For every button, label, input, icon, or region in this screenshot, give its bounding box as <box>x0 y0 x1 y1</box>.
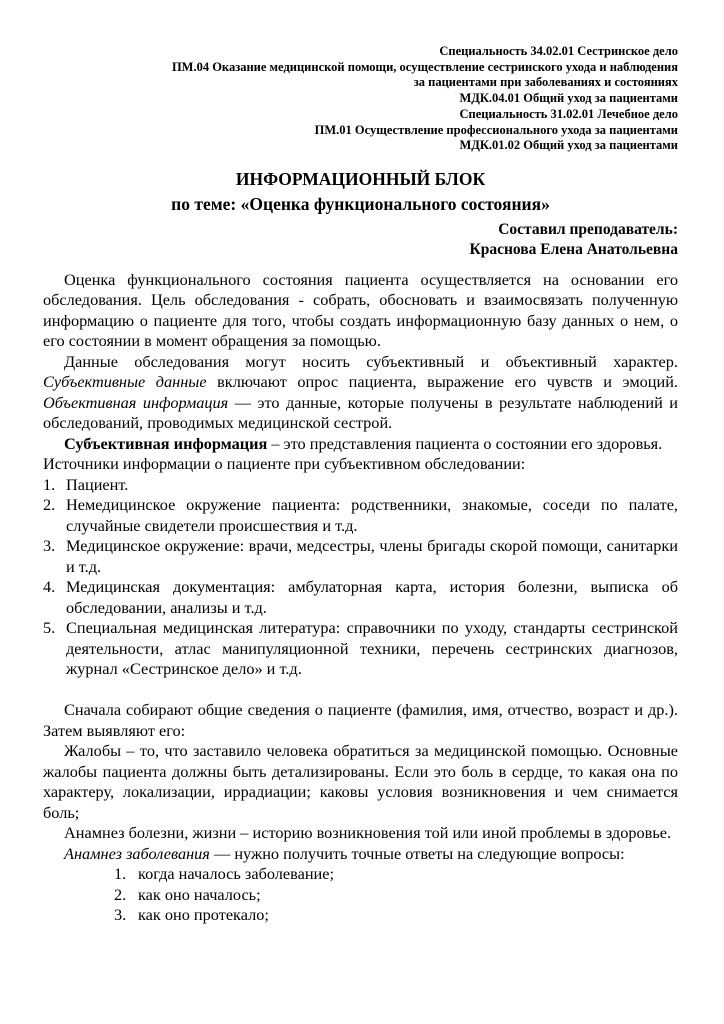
text-segment: Данные обследования могут носить субъективный и объективный характер. <box>64 351 678 371</box>
paragraph-assessment-intro: Оценка функционального состояния пациента осуществляется на основании его обследования. Цель обследования - собрать, обосновать и взаимосвязать полученную информацию о пациенте для того, чтобы создать информационную базу данных о нем, о его состоянии в момент обращения за помощью. <box>43 269 678 351</box>
document-body <box>43 270 678 926</box>
question-item-when-started: когда началось заболевание; <box>138 864 335 884</box>
header-line-specialty-31: Специальность 31.02.01 Лечебное дело <box>459 106 678 121</box>
paragraph-disease-anamnesis <box>43 844 678 865</box>
header-line-specialty-34: Специальность 34.02.01 Сестринское дело <box>439 44 678 58</box>
text-segment: — это данные, которые получены в результате наблюдений и обследований, проводимых медицинской сестрой. <box>43 392 678 433</box>
paragraph-anamnesis: Анамнез болезни, жизни – историю возникновения той или иной проблемы в здоровье. <box>64 823 672 843</box>
question-item-how-started: как оно началось; <box>138 884 261 904</box>
title-line-1: ИНФОРМАЦИОННЫЙ БЛОК <box>235 168 486 189</box>
list-item-medical-records: Медицинская документация: амбулаторная карта, история болезни, выписка об обследовании, анализы и т.д. <box>66 577 678 617</box>
anamnesis-questions-list <box>43 864 678 926</box>
author-label: Составил преподаватель: <box>498 220 678 238</box>
header-line-pm04-cont: за пациентами при заболеваниях и состояниях <box>413 75 678 90</box>
list-item-special-literature: Специальная медицинская литература: справочники по уходу, стандарты сестринской деятельности, атлас манипуляционной техники, перечень сестринских диагнозов, журнал «Сестринское дело» и т.д. <box>66 618 678 679</box>
header-line-mdk0102: МДК.01.02 Общий уход за пациентами <box>459 138 678 153</box>
question-item-how-progressed: как оно протекало; <box>138 905 269 925</box>
author-name: Краснова Елена Анатольевна <box>469 240 678 258</box>
document-title <box>43 167 678 217</box>
paragraph-complaints: Жалобы – то, что заставило человека обратиться за медицинской помощью. Основные жалобы пациента должны быть детализированы. Если это боль в сердце, то какая она по характеру, локализации, иррадиации; каковы условия возникновения и чем снимается боль; <box>43 741 678 822</box>
header-line-mdk0401: МДК.04.01 Общий уход за пациентами <box>459 91 678 106</box>
paragraph-subjective-definition <box>43 434 678 455</box>
paragraph-data-types <box>43 352 678 434</box>
text-segment: — нужно получить точные ответы на следующие вопросы: <box>209 843 625 863</box>
term-subjective-data: Субъективные данные <box>43 372 207 392</box>
sources-list <box>43 475 678 680</box>
text-segment: включают опрос пациента, выражение его чувств и эмоций. <box>206 372 678 392</box>
paragraph-general-info: Сначала собирают общие сведения о пациенте (фамилия, имя, отчество, возраст и др.). Затем выявляют его: <box>43 700 678 740</box>
list-item-medical-circle: Медицинское окружение: врачи, медсестры, члены бригады скорой помощи, санитарки и т.д. <box>66 536 678 576</box>
author-block <box>43 220 678 260</box>
text-segment: – это представления пациента о состоянии его здоровья. <box>267 433 663 453</box>
list-item-patient: Пациент. <box>66 474 129 494</box>
term-subjective-info: Субъективная информация <box>64 433 268 453</box>
document-header <box>43 44 678 154</box>
header-line-pm04: ПМ.04 Оказание медицинской помощи, осуществление сестринского ухода и наблюдения <box>171 59 678 74</box>
header-line-pm01: ПМ.01 Осуществление профессионального ухода за пациентами <box>314 122 678 137</box>
list-item-nonmedical-circle: Немедицинское окружение пациента: родственники, знакомые, соседи по палате, случайные свидетели происшествия и т.д. <box>66 495 678 535</box>
title-line-2: по теме: «Оценка функционального состояния» <box>171 193 550 214</box>
sources-intro: Источники информации о пациенте при субъективном обследовании: <box>43 454 526 474</box>
term-disease-anamnesis: Анамнез заболевания <box>64 843 210 863</box>
term-objective-info: Объективная информация <box>43 392 229 412</box>
